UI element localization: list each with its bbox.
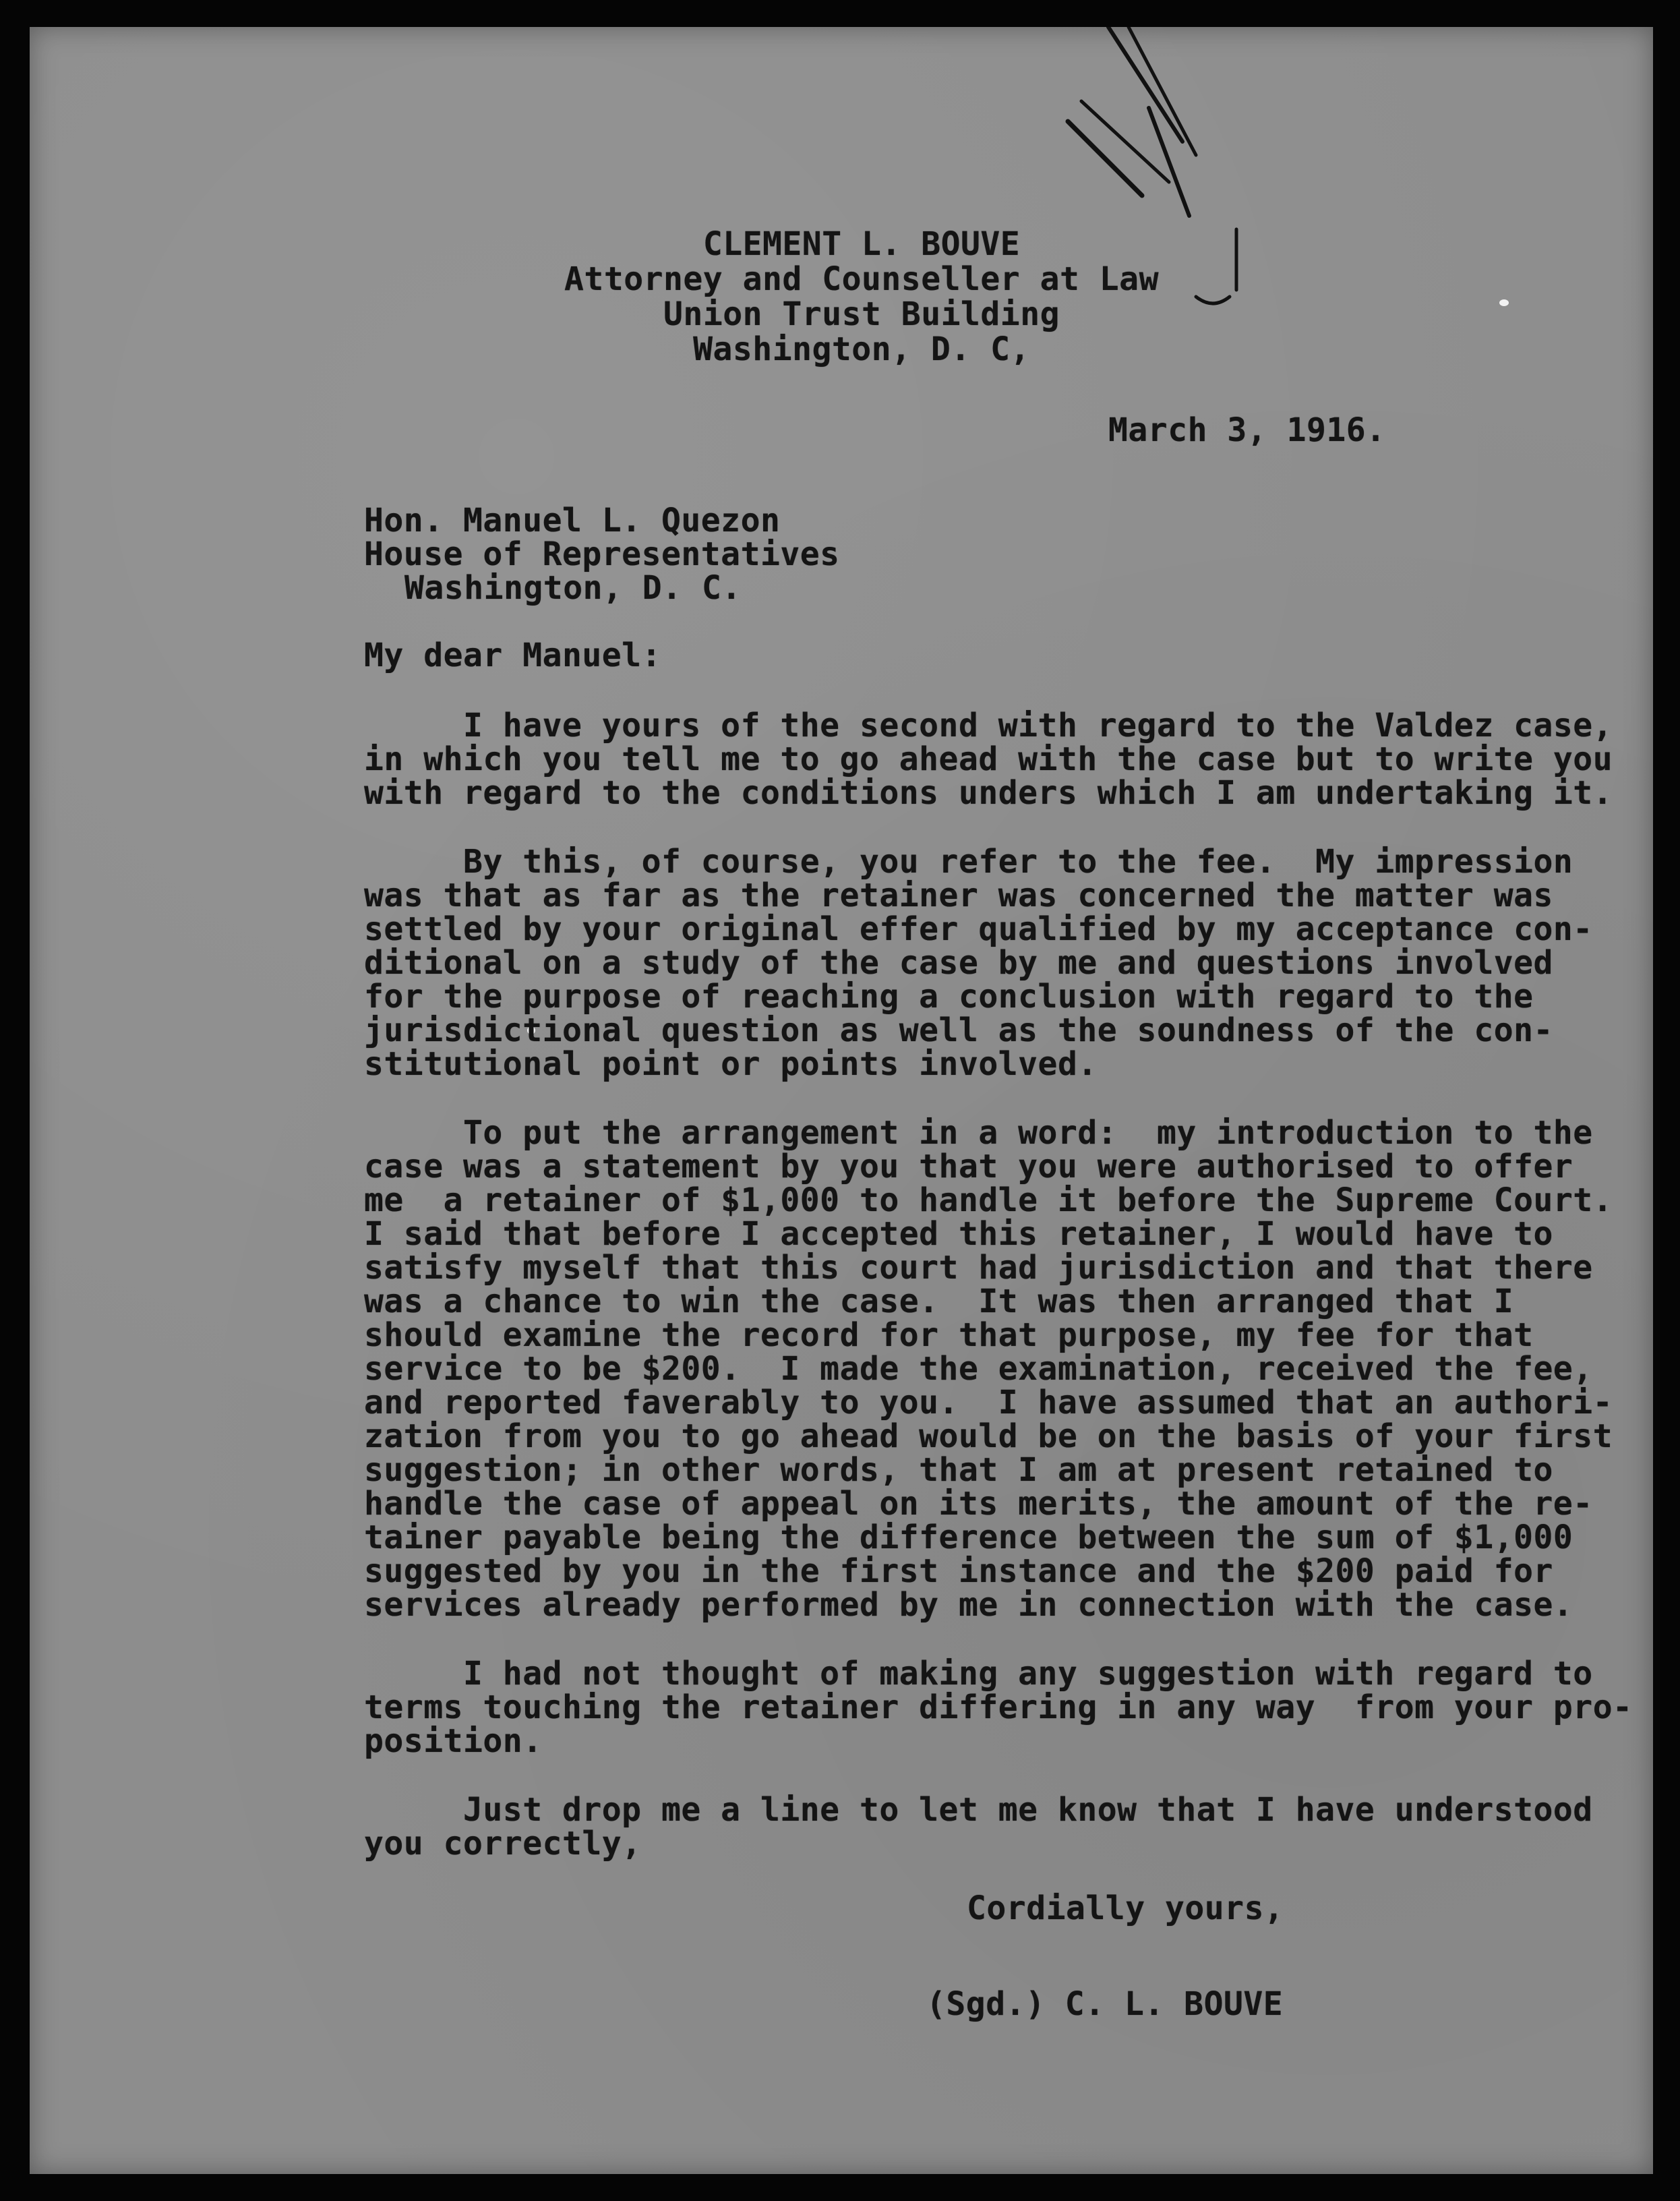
paragraph-5-line-1: Just drop me a line to let me know that I have understood [364,1791,1593,1829]
recipient-org: House of Representatives [364,535,840,573]
paragraph-2-line-5: for the purpose of reaching a conclusion with regard to the [364,978,1534,1016]
paragraph-3-line-15: services already performed by me in connection with the case. [364,1586,1573,1624]
paragraph-3-line-9: and reported faverably to you. I have assumed that an authori- [364,1384,1613,1421]
paragraph-1-line-3: with regard to the conditions unders which I am undertaking it. [364,774,1613,812]
paragraph-3-line-11: suggestion; in other words, that I am at present retained to [364,1451,1553,1489]
paragraph-2-line-7: stitutional point or points involved. [364,1045,1098,1083]
paragraph-3-line-13: tainer payable being the difference between the sum of $1,000 [364,1519,1573,1556]
paragraph-1-line-2: in which you tell me to go ahead with the case but to write you [364,740,1613,778]
paragraph-1-line-1: I have yours of the second with regard to the Valdez case, [364,707,1613,744]
paragraph-4-line-3: position. [364,1722,543,1760]
recipient-city: Washington, D. C. [404,569,742,607]
closing: Cordially yours, [967,1889,1284,1927]
paragraph-3-line-2: case was a statement by you that you were authorised to offer [364,1148,1573,1185]
paragraph-3-line-8: service to be $200. I made the examination, received the fee, [364,1350,1593,1388]
paragraph-3-line-4: I said that before I accepted this retainer, I would have to [364,1215,1553,1253]
paragraph-3-line-6: was a chance to win the case. It was then arranged that I [364,1283,1514,1320]
letterhead-building: Union Trust Building [663,295,1060,333]
letter-page [30,27,1653,2174]
paragraph-3-line-14: suggested by you in the first instance and the $200 paid for [364,1552,1553,1590]
recipient-name: Hon. Manuel L. Quezon [364,502,781,539]
paragraph-3-line-12: handle the case of appeal on its merits, the amount of the re- [364,1485,1593,1523]
paragraph-4-line-2: terms touching the retainer differing in any way from your pro- [364,1689,1633,1726]
letterhead-city: Washington, D. C, [693,330,1030,368]
paragraph-3-line-1: To put the arrangement in a word: my introduction to the [364,1114,1593,1152]
letter-date: March 3, 1916. [1108,411,1386,449]
paragraph-3-line-10: zation from you to go ahead would be on the basis of your first [364,1417,1613,1455]
salutation: My dear Manuel: [364,637,661,674]
letterhead-name: CLEMENT L. BOUVE [702,225,1021,263]
letterhead-title: Attorney and Counseller at Law [564,260,1159,298]
signature: (Sgd.) C. L. BOUVE [926,1985,1284,2023]
paragraph-2-line-3: settled by your original effer qualified by my acceptance con- [364,910,1593,948]
paragraph-2-line-1: By this, of course, you refer to the fee. My impression [364,843,1573,881]
paragraph-3-line-7: should examine the record for that purpose, my fee for that [364,1316,1534,1354]
paragraph-3-line-3: me a retainer of $1,000 to handle it before the Supreme Court. [364,1181,1613,1219]
paragraph-3-line-5: satisfy myself that this court had jurisdiction and that there [364,1249,1593,1287]
paragraph-4-line-1: I had not thought of making any suggestion with regard to [364,1655,1593,1693]
paragraph-2-line-2: was that as far as the retainer was concerned the matter was [364,877,1553,914]
paragraph-2-line-6: jurisdictional question as well as the soundness of the con- [364,1011,1553,1049]
paragraph-5-line-2: you correctly, [364,1825,642,1862]
paragraph-2-line-4: ditional on a study of the case by me and questions involved [364,944,1553,982]
